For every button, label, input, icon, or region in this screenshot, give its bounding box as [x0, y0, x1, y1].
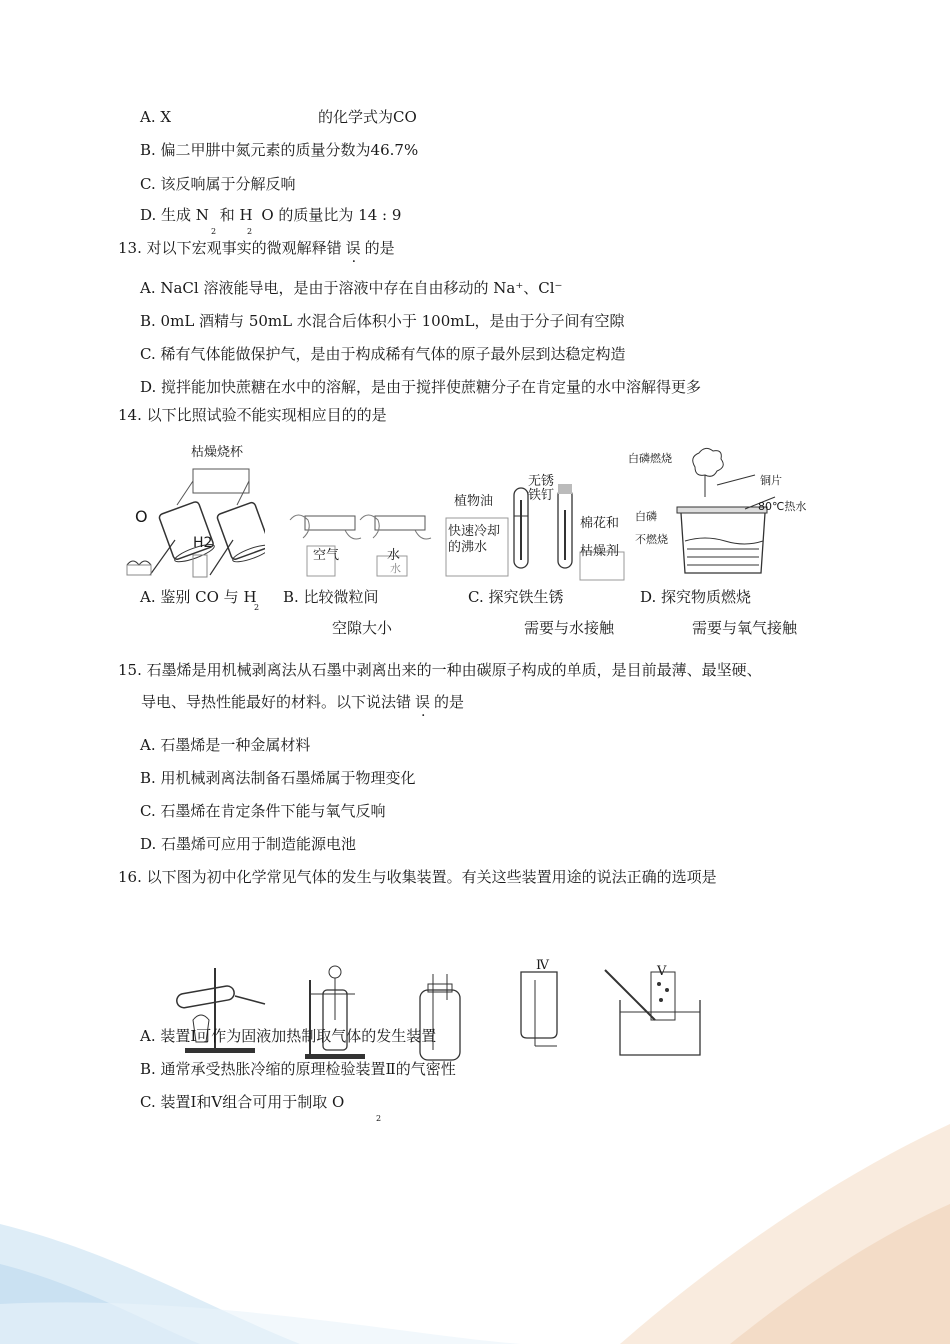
q12-option-b: B. 偏二甲肼中氮元素的质量分数为46.7% [140, 141, 419, 159]
q13-stem-part1: 13. 对以下宏观事实的微观解释错 [118, 239, 342, 257]
subscript-2: 2 [247, 227, 253, 236]
q13-option-b: B. 0mL 酒精与 50mL 水混合后体积小于 100mL，是由于分子间有空隙 [140, 312, 625, 330]
label-apparatus-iv: Ⅳ [536, 958, 549, 973]
figure-gas-apparatus [165, 960, 725, 1070]
label-water-small: 水 [390, 562, 401, 575]
subscript-2: 2 [376, 1114, 382, 1123]
q15-option-d: D. 石墨烯可应用于制造能源电池 [140, 835, 357, 853]
q13-stem-part3: 的是 [364, 239, 395, 257]
q13-stem-emphasis: 误 [345, 239, 361, 257]
q12-option-d-part2: 和 H [219, 206, 253, 224]
label-air: 空气 [313, 548, 340, 563]
q14-caption-c-2: 需要与水接触 [524, 619, 615, 637]
q13-option-d: D. 搅拌能加快蔗糖在水中的溶解，是由于搅拌使蔗糖分子在肯定量的水中溶解得更多 [140, 378, 702, 396]
label-dry-beaker: 枯燥烧杯 [191, 445, 244, 460]
q16-option-a: A. 装置Ⅰ可作为固液加热制取气体的发生装置 [140, 1027, 437, 1045]
label-hot-water: 80℃热水 [758, 500, 807, 513]
figure-b-syringes [285, 500, 445, 580]
q16-option-c-text: C. 装置Ⅰ和Ⅴ组合可用于制取 O [140, 1093, 345, 1111]
q15-stem-line2 [141, 692, 464, 712]
q15-option-b: B. 用机械剥离法制备石墨烯属于物理变化 [140, 769, 416, 787]
syringe-illustration [285, 500, 445, 580]
q14-caption-d-1: D. 探究物质燃烧 [640, 588, 752, 606]
q16-option-b: B. 通常承受热胀冷缩的原理检验装置Ⅱ的气密性 [140, 1060, 456, 1078]
q12-option-d-part3: O 的质量比为 14 : 9 [261, 206, 402, 224]
q12-option-a-right: 的化学式为CO [318, 108, 417, 126]
label-apparatus-v: Ⅴ [657, 964, 667, 979]
label-boiled-water: 的沸水 [448, 540, 488, 555]
label-desiccant: 枯燥剂 [580, 544, 620, 559]
label-not-burning: 不燃烧 [635, 533, 668, 546]
q13-stem [118, 238, 395, 258]
q16-stem: 16. 以下图为初中化学常见气体的发生与收集装置。有关这些装置用途的说法正确的选项是 [118, 868, 717, 886]
label-iron-nail: 铁钉 [528, 488, 555, 503]
background-wave-decoration [0, 1044, 950, 1344]
q15-stem-part1: 导电、导热性能最好的材料。以下说法错 [141, 693, 412, 711]
q14-caption-c-1: C. 探究铁生锈 [468, 588, 564, 606]
q14-caption-a [140, 586, 260, 612]
q15-stem-line1: 15. 石墨烯是用机械剥离法从石墨中剥离出来的一种由碳原子构成的单质，是目前最薄、最坚硬、 [118, 661, 762, 679]
label-h2: H2 [193, 535, 213, 551]
q14-caption-a-text: A. 鉴别 CO 与 H [140, 588, 257, 606]
label-cooled-water: 快速冷却 [448, 524, 501, 539]
q14-stem: 14. 以下比照试验不能实现相应目的的是 [118, 406, 387, 424]
label-plant-oil: 植物油 [454, 494, 494, 509]
q15-stem-part3: 的是 [434, 693, 465, 711]
q13-option-c: C. 稀有气体能做保护气，是由于构成稀有气体的原子最外层到达稳定构造 [140, 345, 626, 363]
q12-option-d [140, 205, 402, 236]
label-water: 水 [387, 548, 401, 563]
q15-option-c: C. 石墨烯在肯定条件下能与氧气反响 [140, 802, 386, 820]
label-o: O [135, 507, 148, 526]
apparatus-illustration [165, 960, 725, 1070]
q14-caption-b-2: 空隙大小 [332, 619, 393, 637]
label-copper-sheet: 铜片 [760, 474, 782, 487]
figure-c-test-tubes [440, 470, 640, 585]
q13-option-a: A. NaCl 溶液能导电，是由于溶液中存在自由移动的 Na⁺、Cl⁻ [140, 279, 563, 297]
q12-option-c: C. 该反响属于分解反响 [140, 175, 296, 193]
q15-stem-emphasis: 误 [415, 693, 431, 711]
label-cotton: 棉花和 [580, 516, 620, 531]
label-white-phosphorus: 白磷 [635, 510, 657, 523]
q14-caption-d-2: 需要与氧气接触 [692, 619, 798, 637]
figure-d-combustion [625, 445, 825, 585]
q12-option-a [140, 107, 417, 127]
q16-option-c [140, 1092, 382, 1123]
subscript-2: 2 [254, 603, 260, 612]
label-white-phosphorus-burning: 白磷燃烧 [628, 452, 672, 465]
q12-option-a-left: A. X [140, 108, 172, 126]
q15-option-a: A. 石墨烯是一种金属材料 [140, 736, 311, 754]
q14-caption-b-1: B. 比较微粒间 [283, 588, 379, 606]
q12-option-d-part1: D. 生成 N [140, 206, 209, 224]
subscript-2: 2 [211, 227, 217, 236]
figure-a-beakers [125, 435, 265, 580]
label-rustless: 无锈 [528, 474, 555, 489]
